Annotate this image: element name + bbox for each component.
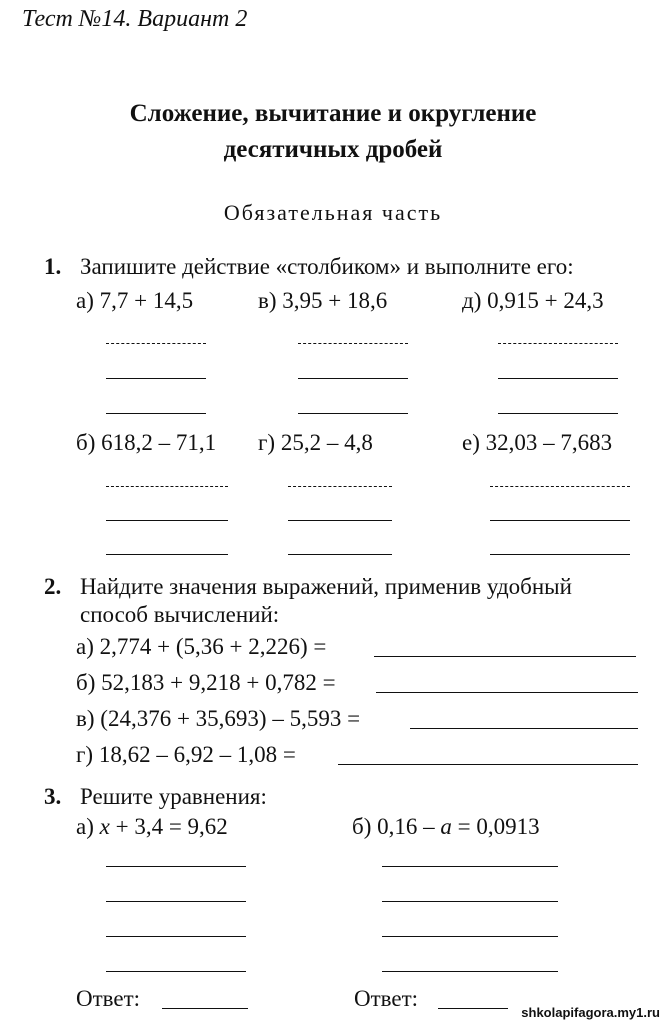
q1-item-d bbox=[462, 288, 604, 314]
q1-item-e-expr: 32,03 – 7,683 bbox=[485, 430, 613, 455]
q1-e-dashed-line bbox=[490, 486, 630, 487]
q3-number: 3. bbox=[44, 784, 62, 809]
q3-b-answer-label: Ответ: bbox=[354, 986, 419, 1011]
q3-a-answer-line bbox=[162, 1008, 248, 1009]
q1-d-answer-line bbox=[498, 378, 618, 379]
q3-b-label: б) bbox=[352, 814, 372, 839]
q3-a-work-line bbox=[106, 901, 246, 902]
q2-number: 2. bbox=[44, 574, 62, 599]
site-watermark: shkolapifagora.my1.ru bbox=[521, 1005, 660, 1020]
q2-item-a-expr: 2,774 + (5,36 + 2,226) = bbox=[99, 634, 327, 659]
q1-item-g-expr: 25,2 – 4,8 bbox=[280, 430, 373, 455]
q3-b-work-line bbox=[382, 971, 558, 972]
q1-item-a-expr: 7,7 + 14,5 bbox=[99, 288, 194, 313]
q1-number: 1. bbox=[44, 254, 62, 279]
q1-a-answer-line bbox=[106, 413, 206, 414]
q2-text-line-2: способ вычислений: bbox=[80, 602, 280, 627]
q2-v-answer-line bbox=[410, 728, 638, 729]
q3-b-variable: a bbox=[440, 814, 452, 839]
q3-b-pre: 0,16 – bbox=[377, 814, 441, 839]
q1-v-answer-line bbox=[298, 378, 408, 379]
q1-item-d-expr: 0,915 + 24,3 bbox=[487, 288, 604, 313]
q2-a-answer-line bbox=[374, 656, 636, 657]
q3-a-work-line bbox=[106, 971, 246, 972]
q2-item-v-label: в) bbox=[76, 706, 95, 731]
q1-d-dashed-line bbox=[498, 343, 618, 344]
q2-item-b-expr: 52,183 + 9,218 + 0,782 = bbox=[101, 670, 336, 695]
q2-item-g bbox=[76, 742, 296, 768]
q1-a-answer-line bbox=[106, 378, 206, 379]
q3-b-work-line bbox=[382, 936, 558, 937]
q1-a-dashed-line bbox=[106, 343, 206, 344]
q3-b-work-line bbox=[382, 901, 558, 902]
q2-item-g-label: г) bbox=[76, 742, 94, 767]
q1-item-v-label: в) bbox=[258, 288, 277, 313]
q1-item-v bbox=[258, 288, 387, 314]
q2-item-g-expr: 18,62 – 6,92 – 1,08 = bbox=[98, 742, 296, 767]
q3-b-rest: = 0,0913 bbox=[451, 814, 540, 839]
q1-item-e-label: е) bbox=[462, 430, 480, 455]
q1-item-v-expr: 3,95 + 18,6 bbox=[282, 288, 388, 313]
q3-b-work-line bbox=[382, 866, 558, 867]
q1-text: Запишите действие «столбиком» и выполните его: bbox=[80, 254, 574, 279]
q1-item-b-expr: 618,2 – 71,1 bbox=[101, 430, 217, 455]
q1-item-b bbox=[76, 430, 216, 456]
q1-e-answer-line bbox=[490, 520, 630, 521]
q1-b-answer-line bbox=[106, 554, 228, 555]
q1-item-g bbox=[258, 430, 373, 456]
q3-b-answer-line bbox=[438, 1008, 508, 1009]
q3-equation-b bbox=[352, 814, 540, 840]
title-line-1: Сложение, вычитание и округление bbox=[129, 100, 537, 127]
q1-v-dashed-line bbox=[298, 343, 408, 344]
test-header: Тест №14. Вариант 2 bbox=[22, 6, 248, 32]
q1-d-answer-line bbox=[498, 413, 618, 414]
q2-b-answer-line bbox=[376, 692, 638, 693]
q1-item-a-label: а) bbox=[76, 288, 94, 313]
q2-text-line-1: Найдите значения выражений, применив удобный bbox=[80, 574, 572, 599]
q2-item-v-expr: (24,376 + 35,693) – 5,593 = bbox=[100, 706, 361, 731]
q1-item-d-label: д) bbox=[462, 288, 482, 313]
q2-item-b-label: б) bbox=[76, 670, 96, 695]
q1-item-b-label: б) bbox=[76, 430, 96, 455]
q1-b-answer-line bbox=[106, 520, 228, 521]
q3-text: Решите уравнения: bbox=[80, 784, 267, 809]
q1-item-a bbox=[76, 288, 193, 314]
q3-a-label: а) bbox=[76, 814, 94, 839]
q1-item-e bbox=[462, 430, 612, 456]
q1-g-dashed-line bbox=[288, 486, 392, 487]
q1-v-answer-line bbox=[298, 413, 408, 414]
q3-equation-a bbox=[76, 814, 228, 840]
q2-item-v bbox=[76, 706, 360, 732]
q1-item-g-label: г) bbox=[258, 430, 276, 455]
q3-a-work-line bbox=[106, 936, 246, 937]
title-line-2: десятичных дробей bbox=[223, 136, 443, 163]
section-subtitle: Обязательная часть bbox=[223, 200, 443, 225]
q2-item-a-label: а) bbox=[76, 634, 94, 659]
q3-a-variable: x bbox=[99, 814, 110, 839]
q2-item-b bbox=[76, 670, 336, 696]
q3-a-work-line bbox=[106, 866, 246, 867]
q1-g-answer-line bbox=[288, 520, 392, 521]
q3-a-rest: + 3,4 = 9,62 bbox=[109, 814, 228, 839]
q1-g-answer-line bbox=[288, 554, 392, 555]
q2-g-answer-line bbox=[338, 764, 638, 765]
q1-b-dashed-line bbox=[106, 486, 228, 487]
q3-a-answer-label: Ответ: bbox=[76, 986, 141, 1011]
q1-e-answer-line bbox=[490, 554, 630, 555]
q2-item-a bbox=[76, 634, 326, 660]
